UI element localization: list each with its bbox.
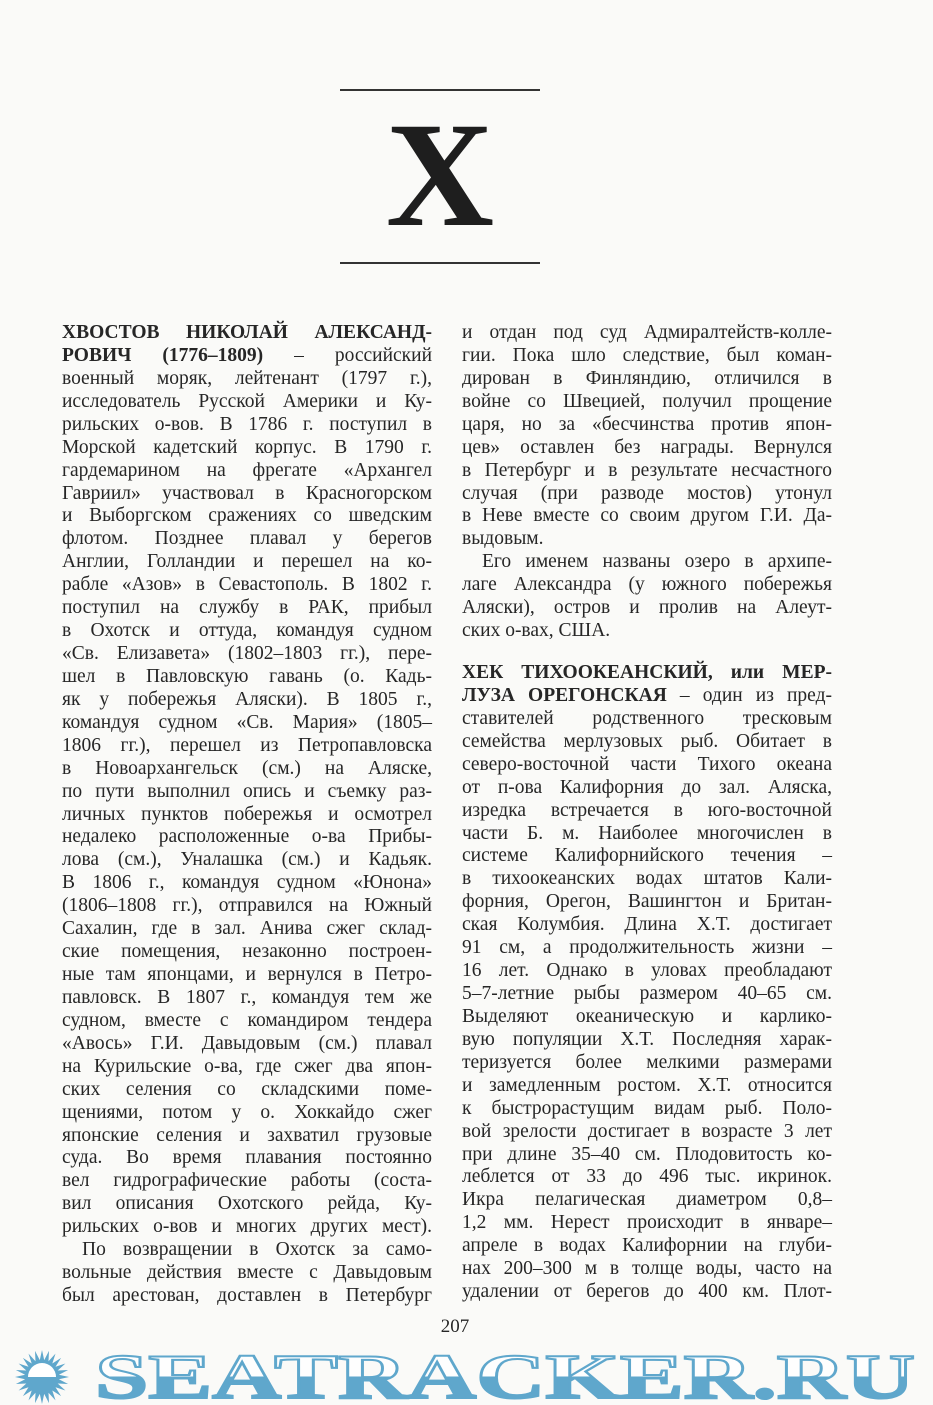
text-line bbox=[62, 1032, 432, 1055]
text-line bbox=[462, 1211, 832, 1234]
text-line bbox=[62, 825, 432, 848]
text-line bbox=[462, 844, 832, 867]
text-line bbox=[462, 867, 832, 890]
line-text: и отдан под суд Адмиралтейств-колле- bbox=[462, 322, 832, 343]
line-text: в Петербург и в результате несчастного bbox=[462, 459, 832, 481]
line-text: системе Калифорнийского течения – bbox=[462, 845, 832, 867]
text-line bbox=[62, 1009, 432, 1032]
text-line bbox=[462, 1120, 832, 1143]
line-text: и замедленным ростом. Х.Т. относится bbox=[462, 1074, 832, 1096]
text-line bbox=[62, 550, 432, 573]
text-line bbox=[462, 1257, 832, 1280]
text-line bbox=[62, 986, 432, 1009]
text-line bbox=[62, 757, 432, 780]
line-text: 5–7-летние рыбы размером 40–65 см. bbox=[462, 983, 832, 1005]
text-line bbox=[62, 1124, 432, 1147]
text-line bbox=[462, 707, 832, 730]
line-text: апреле в водах Калифорнии на глуби- bbox=[462, 1235, 832, 1257]
text-line bbox=[62, 482, 432, 505]
line-text: выдовым. bbox=[462, 528, 544, 550]
line-text: лаге Александра (у южного побережья bbox=[462, 574, 832, 596]
line-text: судном, вместе с командиром тендера bbox=[62, 1009, 432, 1031]
line-text: изредка встречается в юго-восточной bbox=[462, 799, 832, 821]
entry-heading: ЛУЗА ОРЕГОНСКАЯ bbox=[462, 684, 667, 706]
text-line bbox=[462, 684, 832, 707]
text-line bbox=[62, 803, 432, 826]
text-line bbox=[62, 917, 432, 940]
top-rule bbox=[340, 89, 540, 91]
line-text: семейства мерлузовых рыб. Обитает в bbox=[462, 730, 832, 752]
line-text: рабле «Азов» в Севастополь. В 1802 г. bbox=[62, 574, 432, 596]
line-text: был арестован, доставлен в Петербург bbox=[62, 1285, 432, 1307]
line-text: Гавриил» участвовал в Красногорском bbox=[62, 482, 432, 504]
line-text: вольные действия вместе с Давыдовым bbox=[62, 1262, 432, 1284]
text-line bbox=[462, 1280, 832, 1303]
line-text: павловск. В 1807 г., командуя тем же bbox=[62, 986, 432, 1008]
line-text: щениями, потом у о. Хоккайдо сжег bbox=[62, 1101, 432, 1123]
text-line bbox=[62, 504, 432, 527]
text-line bbox=[62, 665, 432, 688]
text-line bbox=[462, 1005, 832, 1028]
line-text: 16 лет. Однако в уловах преобладают bbox=[462, 960, 832, 982]
text-line bbox=[62, 1215, 432, 1238]
line-text: японские селения и захватил грузовые bbox=[62, 1124, 432, 1146]
line-text: в тихоокеанских водах штатов Кали- bbox=[462, 868, 832, 890]
line-text: шел в Павловскую гавань (о. Кадь- bbox=[62, 665, 432, 687]
line-text: в Неве вместе со своим другом Г.И. Да- bbox=[462, 505, 832, 527]
line-text: дирован в Финляндию, отличился в bbox=[462, 367, 832, 389]
line-text: теризуется более мелкими размерами bbox=[462, 1051, 832, 1073]
line-text: як у побережья Аляски). В 1805 г., bbox=[62, 688, 432, 710]
text-line bbox=[62, 344, 432, 367]
text-line bbox=[62, 894, 432, 917]
text-line bbox=[462, 982, 832, 1005]
chapter-letter: X bbox=[385, 92, 495, 258]
text-line bbox=[462, 959, 832, 982]
line-text: Выделяют океаническую и карлико- bbox=[462, 1005, 832, 1027]
text-line bbox=[62, 527, 432, 550]
text-line bbox=[462, 1143, 832, 1166]
text-line bbox=[62, 642, 432, 665]
line-text: недалеко расположенные о-ва Прибы- bbox=[62, 826, 432, 848]
text-line bbox=[62, 619, 432, 642]
text-line bbox=[62, 1169, 432, 1192]
text-line bbox=[462, 436, 832, 459]
text-line bbox=[62, 734, 432, 757]
line-text: к быстрорастущим видам рыб. Поло- bbox=[462, 1097, 832, 1119]
line-text: ские помещения, незаконно построен- bbox=[62, 941, 432, 963]
text-line bbox=[462, 1234, 832, 1257]
text-line bbox=[462, 413, 832, 436]
text-line bbox=[62, 1078, 432, 1101]
line-text: северо-восточной части Тихого океана bbox=[462, 753, 832, 775]
text-line bbox=[62, 596, 432, 619]
line-text: «Св. Елизавета» (1802–1803 гг.), пере- bbox=[62, 643, 432, 665]
text-line bbox=[462, 1165, 832, 1188]
text-line bbox=[62, 1284, 432, 1307]
line-text: 1,2 мм. Нерест происходит в январе– bbox=[462, 1212, 832, 1234]
line-text: гии. Пока шло следствие, был коман- bbox=[462, 344, 832, 366]
text-line bbox=[62, 573, 432, 596]
text-line bbox=[62, 1146, 432, 1169]
text-line bbox=[62, 436, 432, 459]
line-text: цев» оставлен без награды. Вернулся bbox=[462, 436, 832, 458]
text-line bbox=[62, 871, 432, 894]
line-text: – российский bbox=[263, 344, 433, 366]
line-text: войне со Швецией, получил прощение bbox=[462, 390, 832, 412]
line-text: ских селения со складскими поме- bbox=[62, 1078, 432, 1100]
line-text: вел гидрографические работы (соста- bbox=[62, 1170, 432, 1192]
line-text: По возвращении в Охотск за само- bbox=[82, 1239, 432, 1261]
text-line bbox=[462, 753, 832, 776]
watermark bbox=[0, 1343, 933, 1405]
text-line bbox=[462, 573, 832, 596]
line-text: – один из пред- bbox=[666, 684, 832, 706]
line-text: и Выборгском сражениях со шведским bbox=[62, 505, 432, 527]
text-line bbox=[62, 711, 432, 734]
line-text: рильских о-вов. В 1786 г. поступил в bbox=[62, 413, 432, 435]
text-line bbox=[62, 413, 432, 436]
line-text: вую популяции Х.Т. Последняя харак- bbox=[462, 1028, 832, 1050]
text-line bbox=[462, 504, 832, 527]
line-text: флотом. Позднее плавал у берегов bbox=[62, 528, 432, 550]
entry-heading: РОВИЧ (1776–1809) bbox=[62, 344, 264, 366]
line-text: поступил на службу в РАК, прибыл bbox=[62, 597, 432, 619]
line-text: «Авось» Г.И. Давыдовым (см.) плавал bbox=[62, 1032, 432, 1054]
bottom-rule bbox=[340, 262, 540, 264]
line-text: ских о-вах, США. bbox=[462, 620, 611, 642]
text-line bbox=[462, 367, 832, 390]
line-text: лова (см.), Уналашка (см.) и Кадьяк. bbox=[62, 849, 432, 871]
text-line bbox=[462, 936, 832, 959]
text-line bbox=[62, 390, 432, 413]
text-line bbox=[462, 822, 832, 845]
line-text: личных пунктов побережья и осмотрел bbox=[62, 803, 432, 825]
line-text: по пути выполнил опись и съемку раз- bbox=[62, 780, 432, 802]
text-line bbox=[462, 1188, 832, 1211]
line-text: Аляски), остров и пролив на Алеут- bbox=[462, 597, 832, 619]
text-line bbox=[62, 1192, 432, 1215]
text-line bbox=[462, 550, 832, 573]
text-line bbox=[462, 527, 832, 550]
text-line bbox=[62, 1261, 432, 1284]
text-line bbox=[62, 688, 432, 711]
line-text: на Курильские о-ва, где сжег два япон- bbox=[62, 1055, 432, 1077]
text-line bbox=[462, 1051, 832, 1074]
text-line bbox=[62, 459, 432, 482]
line-text: удалении от берегов до 400 км. Плот- bbox=[462, 1281, 832, 1303]
line-text: случая (при разводе мостов) утонул bbox=[462, 482, 832, 504]
text-line bbox=[62, 1101, 432, 1124]
line-text: В 1806 г., командуя судном «Юнона» bbox=[62, 872, 432, 894]
text-line bbox=[62, 1238, 432, 1261]
entry-heading: ХЕК ТИХООКЕАНСКИЙ, или МЕР- bbox=[462, 662, 832, 684]
line-text: Его именем названы озеро в архипе- bbox=[482, 551, 832, 573]
line-text: командуя судном «Св. Мария» (1805– bbox=[62, 711, 432, 733]
text-line bbox=[462, 913, 832, 936]
entry-heading: ХВОСТОВ НИКОЛАЙ АЛЕКСАНД- bbox=[62, 322, 432, 343]
line-text: военный моряк, лейтенант (1797 г.), bbox=[62, 367, 432, 389]
text-line bbox=[462, 776, 832, 799]
text-line bbox=[462, 482, 832, 505]
text-line bbox=[62, 367, 432, 390]
text-line bbox=[462, 1074, 832, 1097]
text-line bbox=[462, 661, 832, 684]
line-text: рильских о-вов и многих других мест). bbox=[62, 1216, 432, 1238]
text-line bbox=[462, 1097, 832, 1120]
text-line bbox=[62, 963, 432, 986]
text-line bbox=[462, 890, 832, 913]
line-text: в Охотск и оттуда, командуя судном bbox=[62, 620, 432, 642]
line-text: исследователь Русской Америки и Ку- bbox=[62, 390, 432, 412]
page-number: 207 bbox=[440, 1316, 470, 1337]
sun-logo-icon bbox=[15, 1350, 69, 1404]
text-line bbox=[62, 848, 432, 871]
text-line bbox=[462, 1028, 832, 1051]
text-line bbox=[62, 780, 432, 803]
line-text: царя, но за «бесчинства против япон- bbox=[462, 413, 832, 435]
text-line bbox=[62, 1055, 432, 1078]
line-text: Морской кадетский корпус. В 1790 г. bbox=[62, 436, 432, 458]
line-text: Англии, Голландии и перешел на ко- bbox=[62, 551, 432, 573]
line-text: ставителей родственного тресковым bbox=[462, 707, 832, 729]
text-line bbox=[462, 596, 832, 619]
text-line bbox=[62, 321, 432, 344]
text-line bbox=[462, 459, 832, 482]
line-text: форния, Орегон, Вашингтон и Британ- bbox=[462, 891, 832, 913]
line-text: вой зрелости достигает в возрасте 3 лет bbox=[462, 1120, 832, 1142]
line-text: ская Колумбия. Длина Х.Т. достигает bbox=[462, 914, 832, 936]
text-line bbox=[462, 344, 832, 367]
line-text: гардемарином на фрегате «Архангел bbox=[62, 459, 432, 481]
line-text: при длине 35–40 см. Плодовитость ко- bbox=[462, 1143, 832, 1165]
line-text: Икра пелагическая диаметром 0,8– bbox=[462, 1189, 832, 1211]
line-text: вил описания Охотского рейда, Ку- bbox=[62, 1193, 432, 1215]
text-line bbox=[462, 799, 832, 822]
line-text: 91 см, а продолжительность жизни – bbox=[462, 937, 832, 959]
text-line bbox=[462, 321, 832, 344]
text-line bbox=[62, 940, 432, 963]
line-text: в Новоархангельск (см.) на Аляске, bbox=[62, 757, 432, 779]
text-line bbox=[462, 390, 832, 413]
line-text: суда. Во время плавания постоянно bbox=[62, 1147, 432, 1169]
line-text: Сахалин, где в зал. Анива сжег склад- bbox=[62, 918, 432, 940]
line-text: 1806 гг.), перешел из Петропавловска bbox=[62, 734, 432, 756]
watermark-text: SEATRACKER.RU bbox=[95, 1343, 915, 1405]
text-line bbox=[462, 730, 832, 753]
line-text: (1806–1808 гг.), отправился на Южный bbox=[62, 895, 432, 917]
line-text: нах 200–300 м в толще воды, часто на bbox=[462, 1258, 832, 1280]
line-text: от п-ова Калифорния до зал. Аляска, bbox=[462, 776, 832, 798]
line-text: ные там японцами, и вернулся в Петро- bbox=[62, 964, 432, 986]
text-line bbox=[462, 619, 832, 642]
line-text: леблется от 33 до 496 тыс. икринок. bbox=[462, 1166, 832, 1188]
line-text: части Б. м. Наиболее многочислен в bbox=[462, 822, 832, 844]
